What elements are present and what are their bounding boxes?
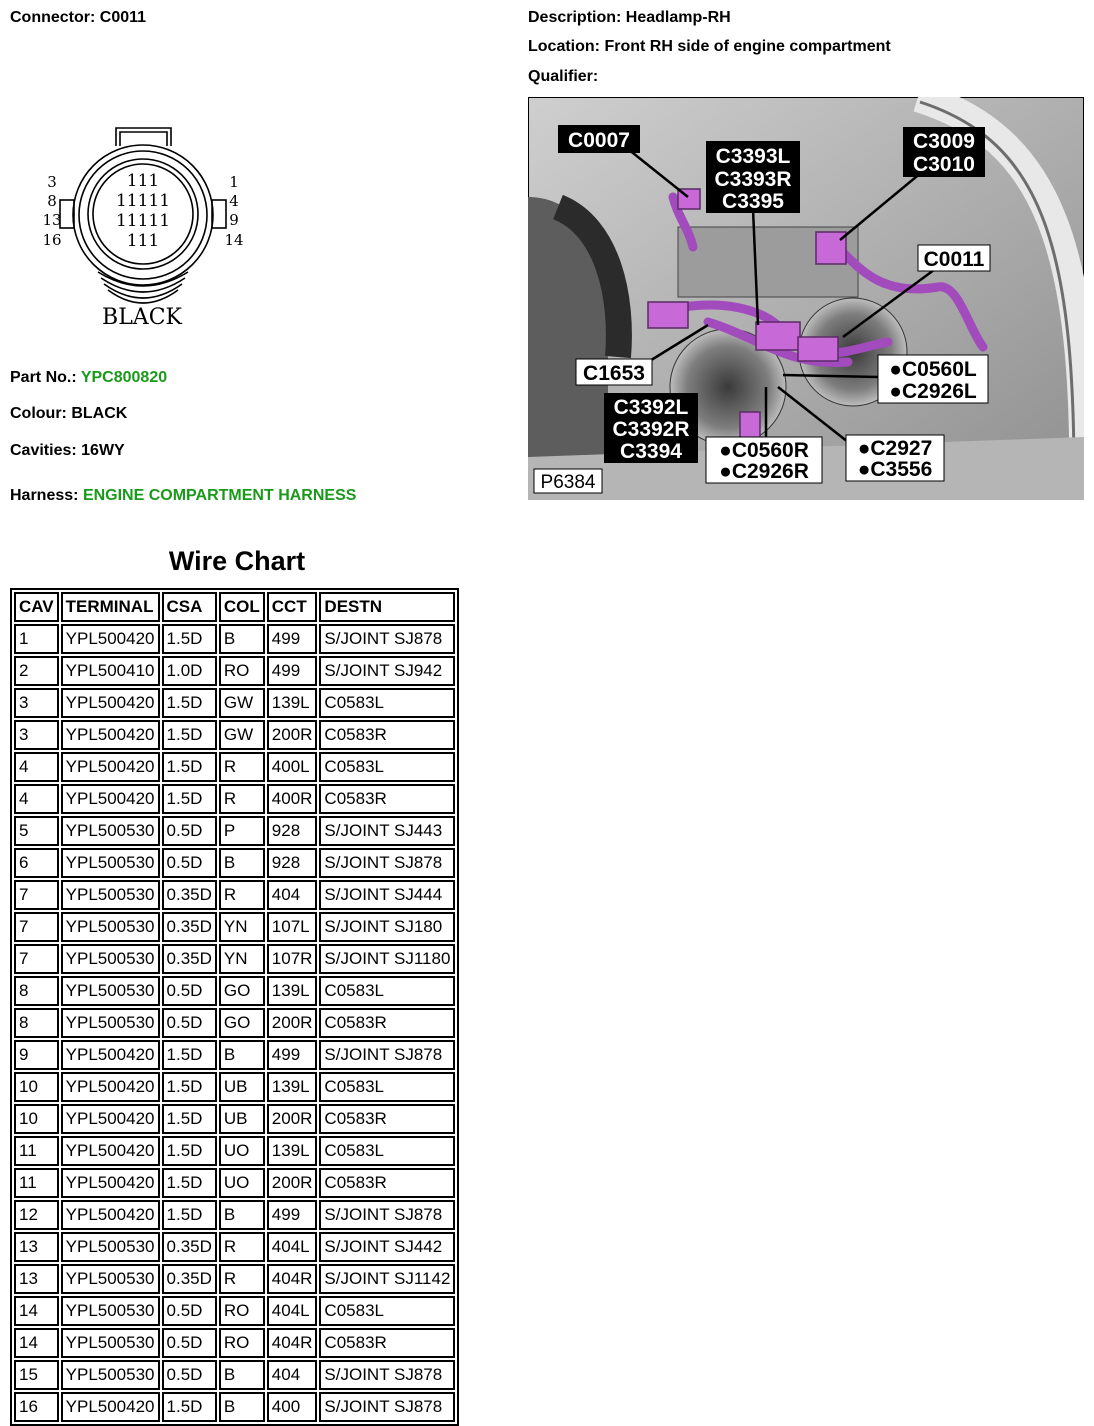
pin-label-14: 14 xyxy=(224,231,244,249)
table-row xyxy=(14,1328,455,1358)
callout-c3393r: C3393R xyxy=(714,168,792,191)
cell-col: RO xyxy=(219,656,265,686)
cell-terminal: YPL500530 xyxy=(61,1360,160,1390)
cell-col: B xyxy=(219,1360,265,1390)
wire-chart-header-row xyxy=(14,592,455,622)
cell-csa: 1.0D xyxy=(162,656,217,686)
cell-terminal: YPL500530 xyxy=(61,880,160,910)
pin-label-13: 13 xyxy=(42,211,62,229)
table-row xyxy=(14,976,455,1006)
pin-label-8: 8 xyxy=(47,192,57,210)
colour-label: Colour: xyxy=(10,405,67,422)
colour-line xyxy=(10,405,127,423)
connector-line xyxy=(10,9,146,27)
cell-cct: 404L xyxy=(267,1232,318,1262)
cell-destn: S/JOINT SJ878 xyxy=(319,1360,455,1390)
cell-col: GW xyxy=(219,688,265,718)
callout-c3392l: C3392L xyxy=(613,396,689,419)
cell-terminal: YPL500530 xyxy=(61,1296,160,1326)
pin-row-3: 11111 xyxy=(115,211,171,231)
cell-destn: C0583L xyxy=(319,1072,455,1102)
table-row xyxy=(14,752,455,782)
cell-cct: 404 xyxy=(267,1360,318,1390)
cell-csa: 0.5D xyxy=(162,1296,217,1326)
cell-cct: 928 xyxy=(267,816,318,846)
cell-col: UB xyxy=(219,1072,265,1102)
cell-destn: S/JOINT SJ444 xyxy=(319,880,455,910)
cell-csa: 1.5D xyxy=(162,624,217,654)
cell-terminal: YPL500530 xyxy=(61,1328,160,1358)
cell-destn: S/JOINT SJ942 xyxy=(319,656,455,686)
cell-destn: S/JOINT SJ878 xyxy=(319,1040,455,1070)
table-row xyxy=(14,1392,455,1422)
callout-c1653: C1653 xyxy=(583,362,645,385)
cell-csa: 1.5D xyxy=(162,1392,217,1422)
cell-terminal: YPL500420 xyxy=(61,1168,160,1198)
cell-cav: 10 xyxy=(14,1104,59,1134)
cell-terminal: YPL500530 xyxy=(61,1008,160,1038)
location-label: Location: xyxy=(528,38,600,55)
cell-terminal: YPL500410 xyxy=(61,656,160,686)
cell-cav: 13 xyxy=(14,1264,59,1294)
pin-label-4: 4 xyxy=(229,192,239,210)
cell-cav: 14 xyxy=(14,1296,59,1326)
cell-terminal: YPL500530 xyxy=(61,1264,160,1294)
pin-label-1: 1 xyxy=(229,173,239,191)
cell-cct: 404L xyxy=(267,1296,318,1326)
cell-cct: 404R xyxy=(267,1264,318,1294)
pin-row-2: 11111 xyxy=(115,191,171,211)
colour-value: BLACK xyxy=(71,405,128,422)
cell-cav: 3 xyxy=(14,688,59,718)
cell-cav: 8 xyxy=(14,1008,59,1038)
callout-c3392r: C3392R xyxy=(612,418,690,441)
cell-cct: 139L xyxy=(267,976,318,1006)
cell-cct: 400 xyxy=(267,1392,318,1422)
location-value: Front RH side of engine compartment xyxy=(604,38,891,55)
cell-col: P xyxy=(219,816,265,846)
cell-cct: 139L xyxy=(267,1136,318,1166)
cavities-label: Cavities: xyxy=(10,442,77,459)
cell-csa: 0.35D xyxy=(162,1264,217,1294)
cell-col: RO xyxy=(219,1328,265,1358)
cell-terminal: YPL500530 xyxy=(61,1232,160,1262)
cell-col: UO xyxy=(219,1136,265,1166)
cell-terminal: YPL500420 xyxy=(61,624,160,654)
callout-c2926r: ●C2926R xyxy=(719,460,809,483)
cell-cct: 107L xyxy=(267,912,318,942)
cell-csa: 1.5D xyxy=(162,1072,217,1102)
pin-label-3: 3 xyxy=(47,173,57,191)
column-header-terminal: TERMINAL xyxy=(61,592,160,622)
cell-terminal: YPL500420 xyxy=(61,688,160,718)
cell-cav: 13 xyxy=(14,1232,59,1262)
table-row xyxy=(14,688,455,718)
connector-colour-caption: BLACK xyxy=(102,305,182,330)
pin-label-9: 9 xyxy=(229,211,239,229)
connector-value: C0011 xyxy=(99,9,147,26)
cell-destn: S/JOINT SJ1180 xyxy=(319,944,455,974)
cell-cav: 11 xyxy=(14,1136,59,1166)
table-row xyxy=(14,1200,455,1230)
column-header-csa: CSA xyxy=(162,592,217,622)
table-row xyxy=(14,720,455,750)
table-row xyxy=(14,624,455,654)
cell-csa: 1.5D xyxy=(162,1168,217,1198)
cell-csa: 1.5D xyxy=(162,688,217,718)
table-row xyxy=(14,1296,455,1326)
harness-link[interactable]: ENGINE COMPARTMENT HARNESS xyxy=(82,487,357,504)
cell-col: UB xyxy=(219,1104,265,1134)
cell-terminal: YPL500530 xyxy=(61,976,160,1006)
cell-cav: 8 xyxy=(14,976,59,1006)
cell-terminal: YPL500420 xyxy=(61,1200,160,1230)
cell-col: B xyxy=(219,624,265,654)
part-no-label: Part No.: xyxy=(10,369,77,386)
cell-destn: C0583R xyxy=(319,784,455,814)
connector-location-photo xyxy=(528,97,1084,500)
cell-csa: 1.5D xyxy=(162,1040,217,1070)
column-header-destn: DESTN xyxy=(319,592,455,622)
callout-c3010: C3010 xyxy=(913,153,975,176)
cell-destn: C0583L xyxy=(319,688,455,718)
cell-cav: 3 xyxy=(14,720,59,750)
table-row xyxy=(14,1168,455,1198)
cell-cct: 499 xyxy=(267,624,318,654)
cell-cav: 4 xyxy=(14,752,59,782)
table-row xyxy=(14,784,455,814)
cell-terminal: YPL500420 xyxy=(61,1040,160,1070)
cell-col: GO xyxy=(219,1008,265,1038)
photo-id-label: P6384 xyxy=(540,472,596,493)
cell-destn: S/JOINT SJ180 xyxy=(319,912,455,942)
cell-csa: 0.5D xyxy=(162,1008,217,1038)
part-no-line xyxy=(10,369,167,387)
wire-chart-table xyxy=(10,588,459,1426)
part-no-link[interactable]: YPC800820 xyxy=(80,369,168,386)
table-row xyxy=(14,1136,455,1166)
table-row xyxy=(14,1264,455,1294)
callout-c3393l: C3393L xyxy=(715,145,791,168)
cell-cav: 1 xyxy=(14,624,59,654)
connector-face-diagram xyxy=(36,122,256,332)
cell-col: B xyxy=(219,848,265,878)
cell-col: YN xyxy=(219,944,265,974)
cell-col: B xyxy=(219,1040,265,1070)
cell-col: B xyxy=(219,1392,265,1422)
callout-c0011: C0011 xyxy=(923,248,985,271)
qualifier-line xyxy=(528,68,598,86)
cell-destn: C0583L xyxy=(319,1136,455,1166)
callout-c0560r: ●C0560R xyxy=(719,439,809,462)
cell-csa: 1.5D xyxy=(162,784,217,814)
cell-col: YN xyxy=(219,912,265,942)
cell-csa: 0.35D xyxy=(162,944,217,974)
cell-terminal: YPL500420 xyxy=(61,784,160,814)
cell-cav: 11 xyxy=(14,1168,59,1198)
cell-cct: 139L xyxy=(267,1072,318,1102)
cell-cct: 404 xyxy=(267,880,318,910)
cavities-line xyxy=(10,442,125,460)
cell-cav: 10 xyxy=(14,1072,59,1102)
cell-terminal: YPL500530 xyxy=(61,912,160,942)
harness-line xyxy=(10,487,356,505)
cell-col: R xyxy=(219,1232,265,1262)
cell-terminal: YPL500420 xyxy=(61,1392,160,1422)
callout-c2927: ●C2927 xyxy=(857,437,933,460)
cell-destn: C0583L xyxy=(319,1296,455,1326)
column-header-cct: CCT xyxy=(267,592,318,622)
cell-destn: S/JOINT SJ878 xyxy=(319,1392,455,1422)
cell-terminal: YPL500420 xyxy=(61,1136,160,1166)
cell-destn: S/JOINT SJ442 xyxy=(319,1232,455,1262)
table-row xyxy=(14,1008,455,1038)
cell-cav: 14 xyxy=(14,1328,59,1358)
cell-cct: 200R xyxy=(267,1104,318,1134)
cell-csa: 0.5D xyxy=(162,976,217,1006)
description-value: Headlamp-RH xyxy=(625,9,731,26)
cell-cct: 499 xyxy=(267,1200,318,1230)
callout-c3556: ●C3556 xyxy=(857,458,933,481)
cell-cav: 6 xyxy=(14,848,59,878)
cell-csa: 1.5D xyxy=(162,1104,217,1134)
callout-c2926l: ●C2926L xyxy=(889,380,977,403)
cell-col: GO xyxy=(219,976,265,1006)
cell-cav: 15 xyxy=(14,1360,59,1390)
table-row xyxy=(14,816,455,846)
cell-cav: 5 xyxy=(14,816,59,846)
cell-terminal: YPL500530 xyxy=(61,816,160,846)
cell-destn: S/JOINT SJ878 xyxy=(319,624,455,654)
pin-row-4: 111 xyxy=(126,231,160,251)
table-row xyxy=(14,1040,455,1070)
cell-cav: 12 xyxy=(14,1200,59,1230)
cell-csa: 1.5D xyxy=(162,752,217,782)
cell-col: R xyxy=(219,784,265,814)
cell-csa: 0.35D xyxy=(162,880,217,910)
cell-col: R xyxy=(219,880,265,910)
harness-label: Harness: xyxy=(10,487,79,504)
connector-label: Connector: xyxy=(10,9,96,26)
cell-csa: 0.35D xyxy=(162,912,217,942)
table-row xyxy=(14,1232,455,1262)
column-header-cav: CAV xyxy=(14,592,59,622)
cell-csa: 1.5D xyxy=(162,720,217,750)
cell-destn: C0583R xyxy=(319,1104,455,1134)
cell-destn: S/JOINT SJ443 xyxy=(319,816,455,846)
cell-destn: C0583R xyxy=(319,1168,455,1198)
cell-destn: S/JOINT SJ878 xyxy=(319,1200,455,1230)
cell-csa: 0.5D xyxy=(162,816,217,846)
cavities-value: 16WY xyxy=(81,442,125,459)
cell-destn: C0583R xyxy=(319,1008,455,1038)
cell-destn: S/JOINT SJ1142 xyxy=(319,1264,455,1294)
cell-col: B xyxy=(219,1200,265,1230)
cell-cav: 7 xyxy=(14,880,59,910)
cell-cct: 928 xyxy=(267,848,318,878)
cell-csa: 0.5D xyxy=(162,848,217,878)
cell-terminal: YPL500420 xyxy=(61,720,160,750)
table-row xyxy=(14,1072,455,1102)
cell-cct: 200R xyxy=(267,720,318,750)
description-line xyxy=(528,9,731,27)
cell-cav: 2 xyxy=(14,656,59,686)
cell-col: R xyxy=(219,1264,265,1294)
callout-c3395: C3395 xyxy=(722,190,784,213)
cell-csa: 0.35D xyxy=(162,1232,217,1262)
table-row xyxy=(14,848,455,878)
table-row xyxy=(14,1104,455,1134)
cell-cav: 16 xyxy=(14,1392,59,1422)
cell-destn: C0583L xyxy=(319,752,455,782)
cell-destn: C0583L xyxy=(319,976,455,1006)
table-row xyxy=(14,912,455,942)
cell-col: R xyxy=(219,752,265,782)
pin-row-1: 111 xyxy=(126,171,160,191)
cell-destn: S/JOINT SJ878 xyxy=(319,848,455,878)
cell-terminal: YPL500530 xyxy=(61,944,160,974)
cell-col: UO xyxy=(219,1168,265,1198)
cell-cct: 499 xyxy=(267,656,318,686)
cell-terminal: YPL500420 xyxy=(61,1072,160,1102)
cell-cct: 400L xyxy=(267,752,318,782)
cell-cav: 4 xyxy=(14,784,59,814)
table-row xyxy=(14,944,455,974)
cell-terminal: YPL500420 xyxy=(61,752,160,782)
pin-label-16: 16 xyxy=(42,231,62,249)
callout-c0007: C0007 xyxy=(568,129,630,152)
cell-csa: 1.5D xyxy=(162,1200,217,1230)
cell-col: GW xyxy=(219,720,265,750)
cell-cct: 400R xyxy=(267,784,318,814)
table-row xyxy=(14,880,455,910)
cell-destn: C0583R xyxy=(319,720,455,750)
cell-cct: 200R xyxy=(267,1168,318,1198)
cell-cct: 200R xyxy=(267,1008,318,1038)
cell-csa: 1.5D xyxy=(162,1136,217,1166)
callout-c0560l: ●C0560L xyxy=(889,358,977,381)
description-label: Description: xyxy=(528,9,622,26)
callout-c3009: C3009 xyxy=(913,130,975,153)
wire-chart-title: Wire Chart xyxy=(168,546,306,576)
cell-csa: 0.5D xyxy=(162,1360,217,1390)
cell-cct: 499 xyxy=(267,1040,318,1070)
cell-cct: 404R xyxy=(267,1328,318,1358)
cell-destn: C0583R xyxy=(319,1328,455,1358)
callout-c3394: C3394 xyxy=(620,440,682,463)
cell-csa: 0.5D xyxy=(162,1328,217,1358)
cell-terminal: YPL500530 xyxy=(61,848,160,878)
table-row xyxy=(14,656,455,686)
cell-cav: 9 xyxy=(14,1040,59,1070)
cell-cct: 139L xyxy=(267,688,318,718)
cell-col: RO xyxy=(219,1296,265,1326)
location-line xyxy=(528,38,891,56)
table-row xyxy=(14,1360,455,1390)
cell-cct: 107R xyxy=(267,944,318,974)
cell-terminal: YPL500420 xyxy=(61,1104,160,1134)
column-header-col: COL xyxy=(219,592,265,622)
cell-cav: 7 xyxy=(14,912,59,942)
qualifier-label: Qualifier: xyxy=(528,68,599,85)
cell-cav: 7 xyxy=(14,944,59,974)
